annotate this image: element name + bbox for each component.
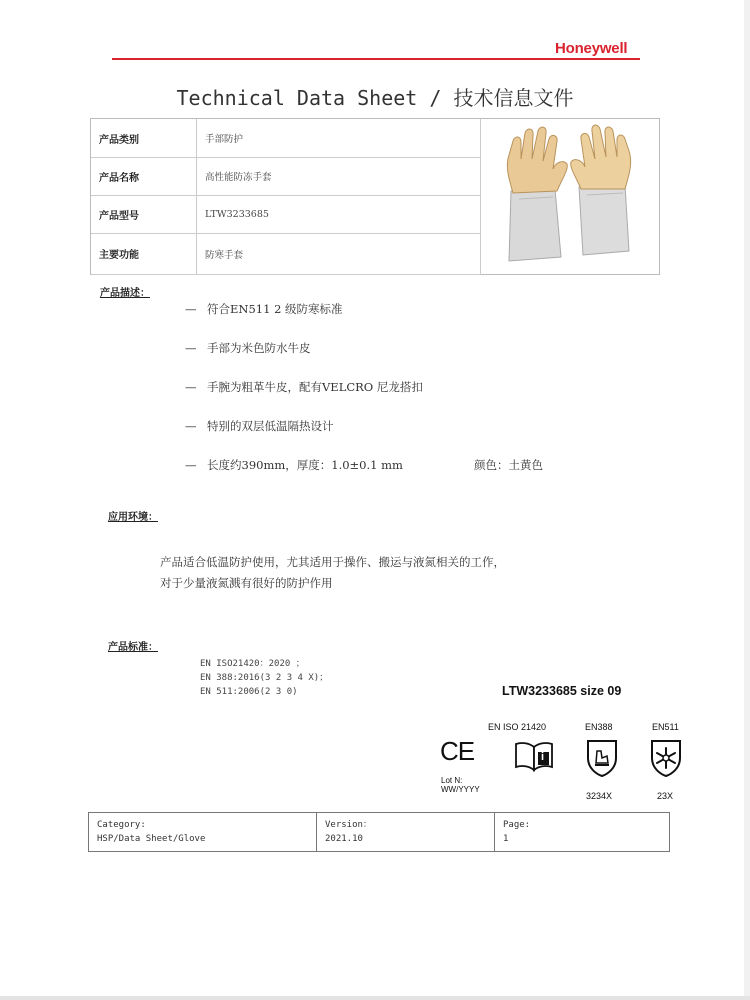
glove-pair-illustration xyxy=(483,119,659,274)
standards-heading: 产品标准： xyxy=(108,642,158,653)
en388-label: EN388 xyxy=(585,722,613,732)
en511-snowflake-icon xyxy=(648,738,684,778)
scan-edge xyxy=(744,0,750,1000)
row-key: 主要功能 xyxy=(91,233,197,274)
row-value: 防寒手套 xyxy=(197,233,481,274)
dash-marker: — xyxy=(185,380,197,394)
row-value: LTW3233685 xyxy=(197,195,481,233)
lot-format: WW/YYYY xyxy=(441,785,480,794)
row-value: 高性能防冻手套 xyxy=(197,157,481,195)
standard-line: EN 511:2006(2 3 0) xyxy=(200,687,298,697)
dash-marker: — xyxy=(185,458,197,472)
iso-label: EN ISO 21420 xyxy=(488,722,547,732)
table-row xyxy=(91,195,481,234)
application-line: 产品适合低温防护使用，尤其适用于操作、搬运与液氮相关的工作， xyxy=(160,555,505,569)
model-size-label: LTW3233685 size 09 xyxy=(502,684,622,698)
en511-code: 23X xyxy=(657,791,674,801)
lot-number xyxy=(441,776,480,794)
row-key: 产品类别 xyxy=(91,119,197,157)
application-line: 对于少量液氮溅有很好的防护作用 xyxy=(160,576,333,590)
honeywell-logo: Honeywell xyxy=(555,40,628,57)
category-value: HSP/Data Sheet/Glove xyxy=(97,834,206,844)
en388-code: 3234X xyxy=(586,791,613,801)
scan-bottom-edge xyxy=(0,996,750,1000)
table-row xyxy=(91,157,481,196)
application-heading: 应用环境： xyxy=(108,512,158,523)
info-glyph: i xyxy=(541,751,545,763)
standard-line: EN 388:2016(3 2 3 4 X)； xyxy=(200,673,329,683)
standard-line: EN ISO21420：2020 ； xyxy=(200,659,305,669)
list-item-text: 特别的双层低温隔热设计 xyxy=(207,419,334,433)
info-book-icon xyxy=(512,738,558,772)
list-item-text: 手腕为粗革牛皮，配有VELCRO 尼龙搭扣 xyxy=(207,380,423,394)
list-item-text: 符合EN511 2 级防寒标准 xyxy=(207,302,343,316)
en511-label: EN511 xyxy=(652,722,679,732)
list-item-text: 长度约390mm，厚度：1.0±0.1 mm xyxy=(207,458,403,472)
product-info-table xyxy=(90,118,660,275)
footer-version xyxy=(317,813,495,851)
row-key: 产品型号 xyxy=(91,195,197,233)
row-value: 手部防护 xyxy=(197,119,481,157)
dash-marker: — xyxy=(185,341,197,355)
category-label: Category: xyxy=(97,820,146,830)
footer-table xyxy=(88,812,670,852)
header-divider xyxy=(112,58,640,60)
dash-marker: — xyxy=(185,419,197,433)
dash-marker: — xyxy=(185,302,197,316)
page-label: Page: xyxy=(503,820,531,830)
page-title: Technical Data Sheet / 技术信息文件 xyxy=(176,86,574,110)
row-key: 产品名称 xyxy=(91,157,197,195)
ce-mark-icon: CE xyxy=(440,736,475,766)
list-item-text: 手部为米色防水牛皮 xyxy=(207,341,311,355)
footer-page xyxy=(495,813,669,851)
lot-label: Lot N: xyxy=(441,776,463,785)
list-item xyxy=(185,301,343,317)
version-label: Version： xyxy=(325,820,372,830)
table-row xyxy=(91,233,481,275)
list-item xyxy=(185,457,403,473)
application-text xyxy=(160,552,505,594)
en388-shield-icon xyxy=(584,738,620,778)
footer-category xyxy=(89,813,317,851)
version-value: 2021.10 xyxy=(325,834,363,844)
description-heading: 产品描述： xyxy=(100,288,150,299)
product-image xyxy=(483,119,659,274)
page-value: 1 xyxy=(503,834,509,844)
list-item xyxy=(185,340,311,356)
list-item xyxy=(185,418,334,434)
standards-list xyxy=(200,657,328,699)
table-row xyxy=(91,119,481,158)
color-note: 颜色：土黄色 xyxy=(474,458,543,472)
list-item xyxy=(185,379,423,395)
